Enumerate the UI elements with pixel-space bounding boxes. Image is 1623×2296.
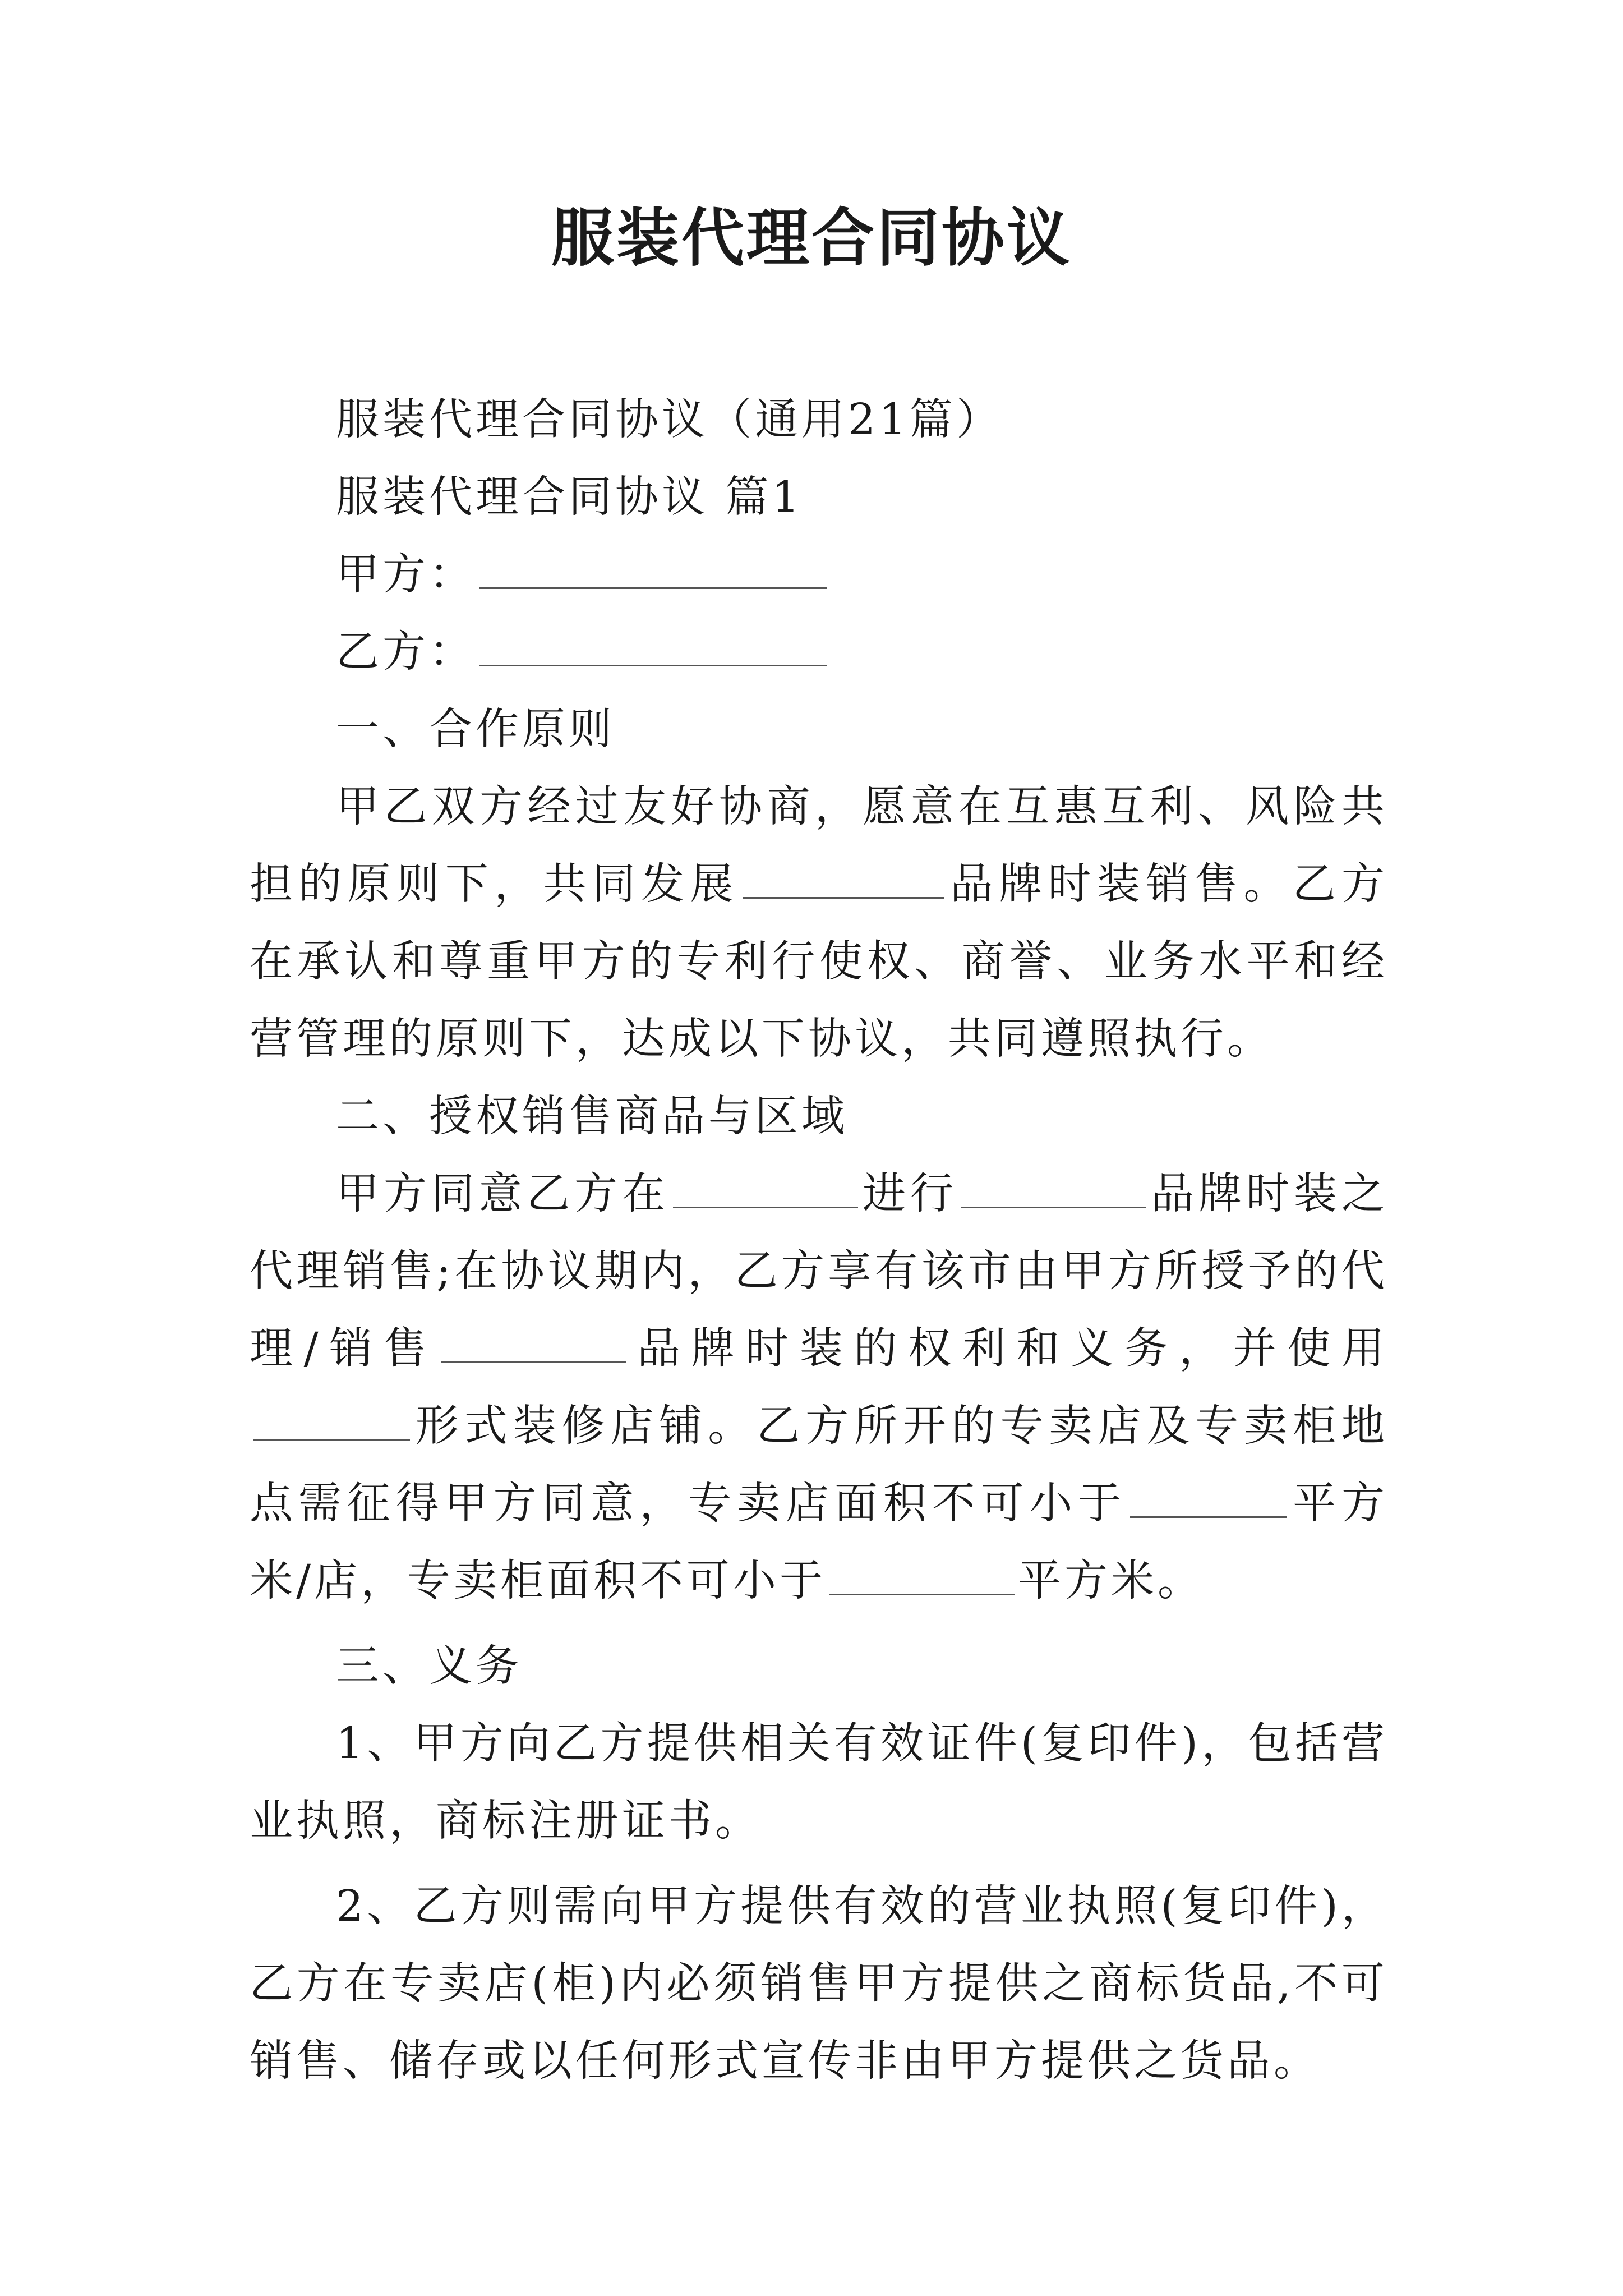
party-b-label: 乙方： (336, 627, 476, 677)
paragraph-text: 形式装修店铺。乙方所开的专卖店及专卖柜地点需征得甲方同意，专卖店面积不可小于 (250, 1401, 1388, 1529)
paragraph-cooperation (250, 769, 1388, 1078)
party-b-blank (479, 628, 827, 666)
region-blank (673, 1170, 858, 1208)
store-area-blank (1130, 1479, 1287, 1518)
party-a-label: 甲方： (336, 550, 476, 600)
document-body (250, 381, 1388, 2100)
paragraph-text: 品牌时装的权利和义务，并使用 (629, 1324, 1388, 1374)
paragraph-text: 平方米/店，专卖柜面积不可小于 (250, 1479, 1389, 1606)
document-title: 服装代理合同协议 (551, 201, 1072, 275)
brand-blank (961, 1170, 1146, 1208)
document-subtitle: 服装代理合同协议（通用21篇） (336, 395, 1003, 445)
party-a-line (250, 536, 1388, 614)
obligation-item-1: 1、甲方向乙方提供相关有效证件(复印件)，包括营业执照，商标注册证书。 (250, 1719, 1388, 1846)
paragraph-text: 平方米。 (1017, 1556, 1204, 1606)
brand-blank (441, 1324, 626, 1363)
paragraph-text: 甲方同意乙方在 (336, 1169, 670, 1219)
counter-area-blank (829, 1557, 1015, 1595)
section-1-heading: 一、合作原则 (336, 705, 615, 754)
obligation-item-2: 2、乙方则需向甲方提供有效的营业执照(复印件)，乙方在专卖店(柜)内必须销售甲方提供之商标货品,不可销售、储存或以任何形式宣传非由甲方提供之货品。 (250, 1881, 1388, 2086)
section-2-heading: 二、授权销售商品与区域 (336, 1092, 848, 1142)
paragraph-text: 品牌时装销售。乙方在承认和尊重甲方的专利行使权、商誉、业务水平和经营管理的原则下，达成以下协议，共同遵照执行。 (250, 859, 1389, 1064)
brand-blank (743, 860, 944, 899)
chapter-heading: 服装代理合同协议 篇1 (336, 472, 803, 522)
paragraph-text: 甲乙双方经过友好协商，愿意在互惠互利、风险共担的原则下，共同发展 (250, 782, 1388, 909)
party-a-blank (479, 550, 827, 589)
section-3-heading: 三、义务 (336, 1641, 522, 1691)
party-b-line (250, 614, 1388, 691)
paragraph-text: 品牌时装之代理销售;在协议期内，乙方享有该市由甲方所授予的代理/销售 (250, 1169, 1388, 1374)
paragraph-authorization (250, 1156, 1388, 1620)
decoration-style-blank (253, 1402, 410, 1441)
paragraph-text: 进行 (861, 1169, 958, 1219)
